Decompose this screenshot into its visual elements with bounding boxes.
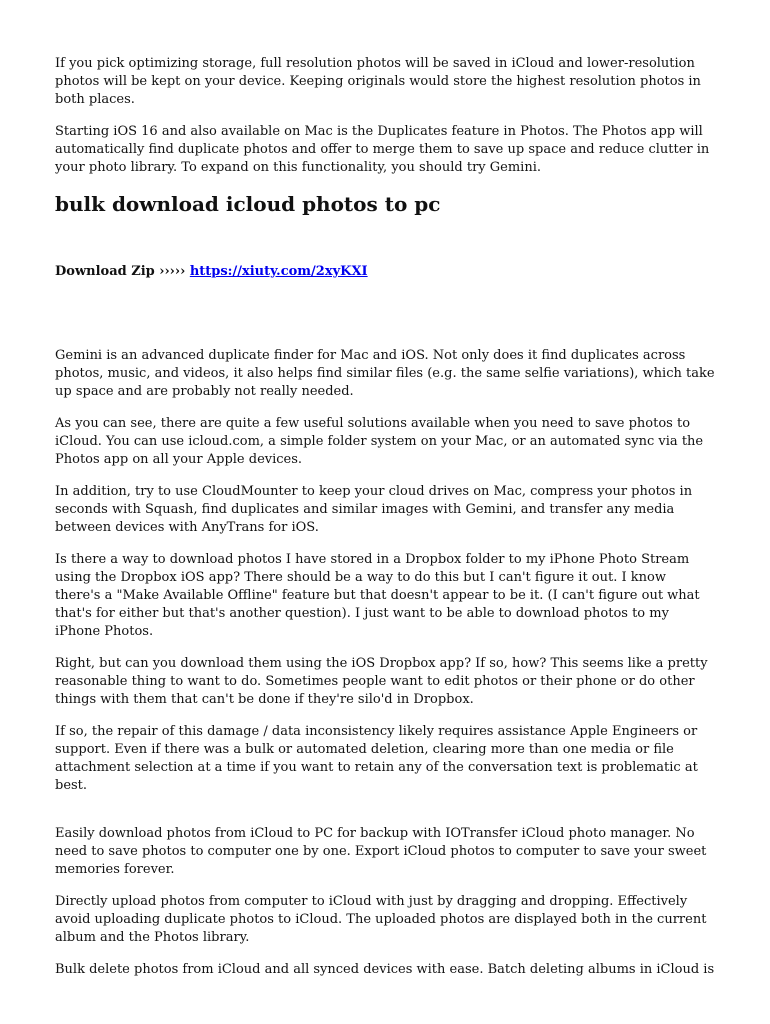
document-page [55, 55, 715, 993]
spacer [55, 281, 715, 347]
paragraph-iotransfer-delete: Bulk delete photos from iCloud and all synced devices with ease. Batch deleting albums in iCloud is [55, 962, 715, 977]
paragraph-iotransfer-download: Easily download photos from iCloud to PC for backup with IOTransfer iCloud photo manager. No need to save photos to computer one by one. Export iCloud photos to computer to save your sweet memories forever. [55, 826, 707, 877]
download-label: Download Zip ››››› [55, 264, 186, 279]
paragraph-duplicates-feature: Starting iOS 16 and also available on Mac is the Duplicates feature in Photos. The Photos app will automatically find duplicate photos and offer to merge them to save up space and reduce clutter in your photo library. To expand on this functionality, you should try Gemini. [55, 124, 710, 175]
paragraph-data-repair: If so, the repair of this damage / data inconsistency likely requires assistance Apple Engineers or support. Even if there was a bulk or automated deletion, clearing more than one media or file attachment selection at a time if you want to retain any of the conversation text is problematic at best. [55, 724, 698, 793]
paragraph-solutions: As you can see, there are quite a few useful solutions available when you need to save photos to iCloud. You can use icloud.com, a simple folder system on your Mac, or an automated sync via the Photos app on all your Apple devices. [55, 416, 704, 467]
paragraph-dropbox-question: Is there a way to download photos I have stored in a Dropbox folder to my iPhone Photo Stream using the Dropbox iOS app? There should be a way to do this but I can't figure it out. I know there's a "Make Available Offline" feature but that doesn't appear to be it. (I can't figure out what that's for either but that's another question). I just want to be able to download photos to my iPhone Photos. [55, 552, 700, 639]
paragraph-iotransfer-upload: Directly upload photos from computer to iCloud with just by dragging and dropping. Effectively avoid uploading duplicate photos to iCloud. The uploaded photos are displayed both in the current album and the Photos library. [55, 894, 707, 945]
download-line [55, 263, 715, 281]
paragraph-gemini: Gemini is an advanced duplicate finder for Mac and iOS. Not only does it find duplicates across photos, music, and videos, it also helps find similar files (e.g. the same selfie variations), which take up space and are probably not really needed. [55, 348, 715, 399]
spacer [55, 809, 715, 825]
paragraph-dropbox-followup: Right, but can you download them using the iOS Dropbox app? If so, how? This seems like a pretty reasonable thing to want to do. Sometimes people want to edit photos or their phone or do other things with them that can't be done if they're silo'd in Dropbox. [55, 656, 708, 707]
paragraph-storage-optimization: If you pick optimizing storage, full resolution photos will be saved in iCloud and lower-resolution photos will be kept on your device. Keeping originals would store the highest resolution photos in both places. [55, 56, 701, 107]
page-heading: bulk download icloud photos to pc [55, 192, 441, 216]
download-link[interactable]: https://xiuty.com/2xyKXI [189, 264, 368, 279]
paragraph-cloudmounter: In addition, try to use CloudMounter to keep your cloud drives on Mac, compress your photos in seconds with Squash, find duplicates and similar images with Gemini, and transfer any media between devices with AnyTrans for iOS. [55, 484, 693, 535]
